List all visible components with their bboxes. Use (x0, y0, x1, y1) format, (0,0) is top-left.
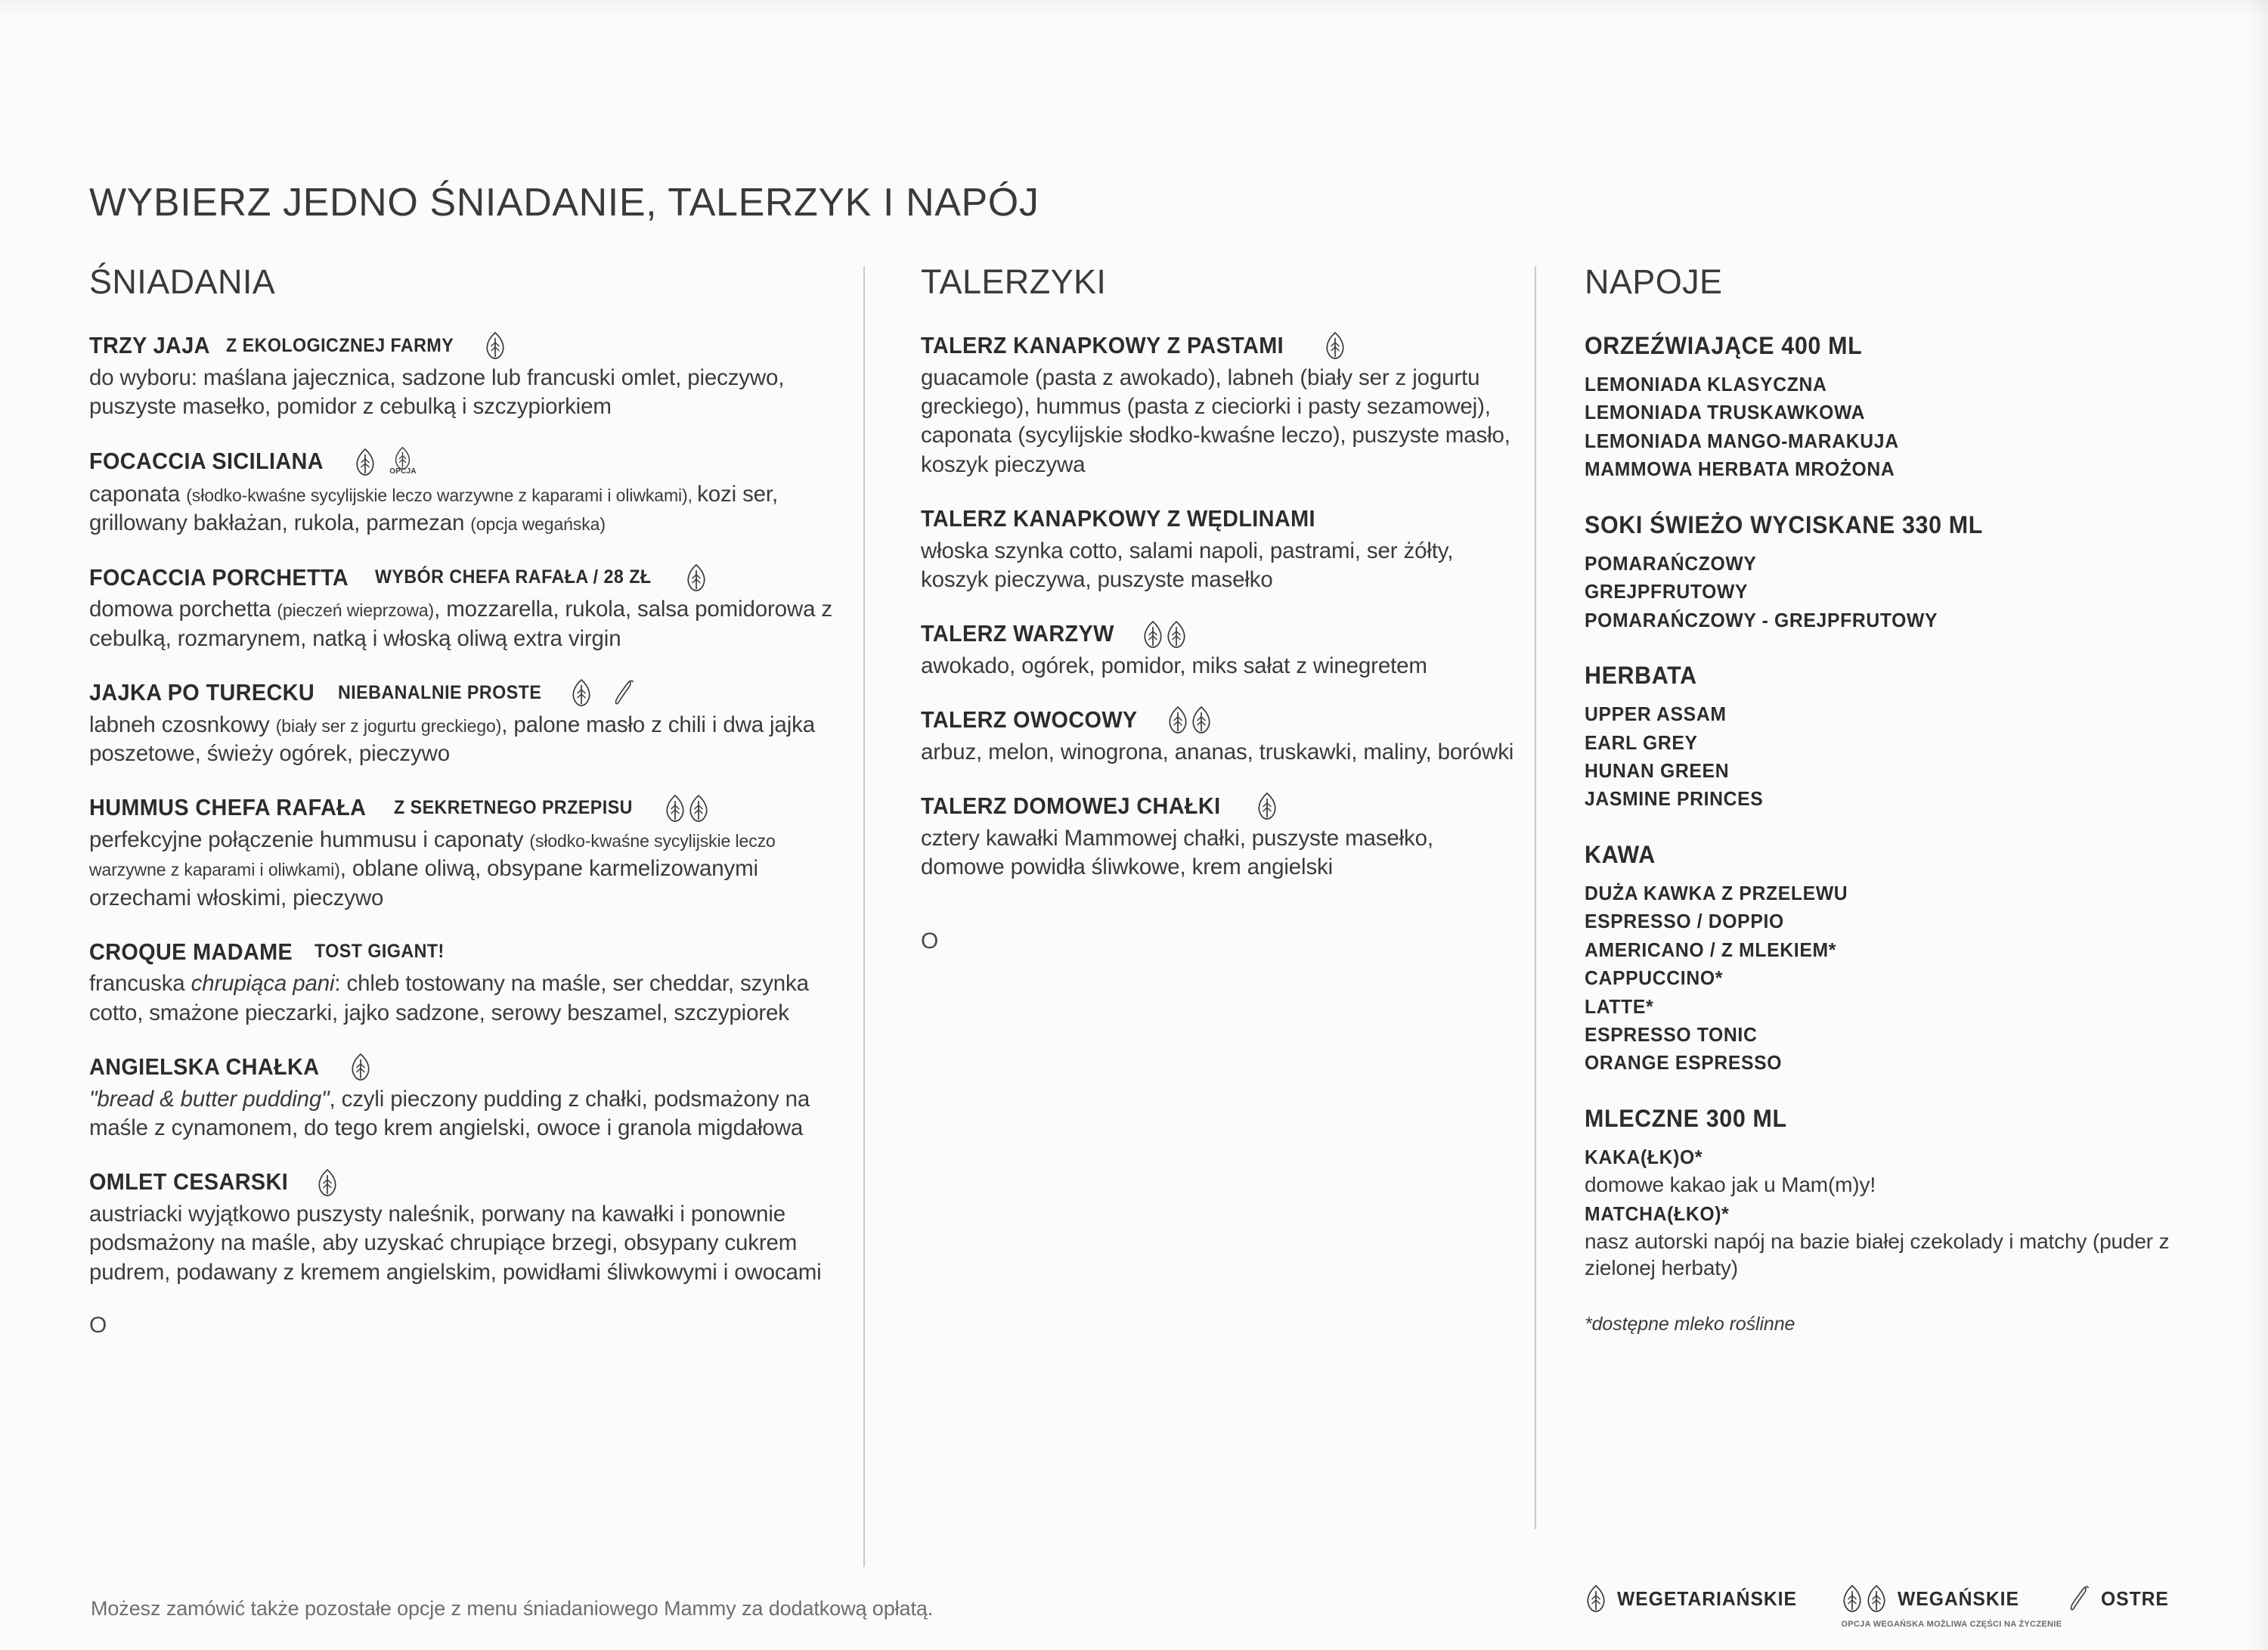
description-fragment: chrupiąca pani (191, 971, 335, 997)
legend-entry (1841, 1585, 2062, 1629)
spicy-chili-icon (606, 679, 636, 706)
item-description: arbuz, melon, winogrona, ananas, truskawki, maliny, borówki (921, 739, 1514, 765)
menu-item-header (89, 332, 868, 360)
menu-item[interactable] (89, 564, 868, 653)
drink-item[interactable]: AMERICANO / Z MLEKIEM* (1585, 938, 1836, 961)
legend-label: WEGAŃSKIE (1898, 1586, 2020, 1610)
vegetarian-leaf-icon (685, 564, 708, 591)
drink-group (1585, 662, 2189, 814)
vegan-double-leaf-icon (1841, 1585, 1888, 1612)
menu-item[interactable] (89, 447, 868, 538)
drink-group-title: ORZEŹWIAJĄCE 400 ML (1585, 332, 1863, 359)
drink-group-title: MLECZNE 300 ML (1585, 1104, 1787, 1132)
drink-item[interactable]: MAMMOWA HERBATA MROŻONA (1585, 457, 1895, 481)
description-fragment: kozi ser, grillowany bakłażan, rukola, parmezan (89, 482, 779, 536)
menu-item-name: JAJKA PO TURECKU (89, 679, 315, 706)
menu-item-name: TALERZ WARZYW (921, 620, 1114, 647)
menu-item-header (89, 1053, 868, 1081)
drink-item[interactable]: CAPPUCCINO* (1585, 966, 1723, 990)
drink-item[interactable]: EARL GREY (1585, 730, 1698, 754)
menu-item-header (89, 1168, 868, 1196)
menu-item[interactable] (921, 620, 1526, 681)
description-fragment: : chleb tostowany na maśle, ser cheddar, szynka cotto, smażone pieczarki, jajko sadzone, serowy beszamel, szczypiorek (89, 971, 809, 1025)
drink-group (1585, 841, 2189, 1078)
drink-item[interactable]: ESPRESSO TONIC (1585, 1023, 1758, 1046)
menu-item-name: TRZY JAJA (89, 332, 210, 358)
stray-glyph-breakfasts: O (89, 1313, 107, 1338)
menu-item[interactable] (89, 332, 868, 421)
description-fragment: (słodko-kwaśne sycylijskie leczo warzywne z kaparami i oliwkami), (186, 485, 698, 506)
drink-item[interactable]: UPPER ASSAM (1585, 702, 1727, 726)
drink-group-title: KAWA (1585, 840, 1656, 868)
menu-item-name: TALERZ KANAPKOWY Z PASTAMI (921, 332, 1284, 358)
item-description (89, 826, 853, 913)
vegetarian-leaf-icon (316, 1169, 339, 1196)
drink-item[interactable]: POMARAŃCZOWY (1585, 551, 1757, 575)
vegetarian-leaf-icon (484, 332, 507, 359)
menu-item[interactable] (89, 679, 868, 768)
drink-item[interactable]: KAKA(ŁK)O* (1585, 1145, 1703, 1168)
vegan-option-leaf-icon (389, 447, 416, 476)
drink-item[interactable]: MATCHA(ŁKO)* (1585, 1202, 1730, 1225)
drink-item[interactable]: ESPRESSO / DOPPIO (1585, 910, 1784, 933)
item-description (89, 595, 853, 653)
description-fragment: perfekcyjne połączenie hummusu i caponaty (89, 827, 530, 852)
drink-item[interactable]: LATTE* (1585, 994, 1654, 1018)
drink-group-milk (1585, 1105, 2189, 1282)
menu-item-name: TALERZ DOMOWEJ CHAŁKI (921, 792, 1221, 820)
menu-item[interactable] (921, 706, 1526, 767)
menu-item[interactable] (89, 1053, 868, 1143)
vegan-double-leaf-icon (664, 795, 710, 822)
footer-note: Możesz zamówić także pozostałe opcje z menu śniadaniowego Mammy za dodatkową opłatą. (91, 1597, 934, 1620)
drink-item-description: domowe kakao jak u Mam(m)y! (1585, 1173, 1876, 1197)
menu-item-subtitle: Z EKOLOGICZNEJ FARMY (225, 334, 454, 356)
description-fragment: , palone masło z chili i dwa jajka poszetowe, świeży ogórek, pieczywo (89, 712, 815, 766)
vegetarian-leaf-icon (1585, 1585, 1607, 1612)
menu-item-header (89, 447, 868, 476)
stray-glyph-plates: O (921, 929, 939, 954)
menu-item-header (89, 794, 868, 822)
item-description: austriacki wyjątkowo puszysty naleśnik, porwany na kawałki i ponownie podsmażony na maśle, aby uzyskać chrupiące brzegi, obsypany cukrem pudrem, podawany z kremem angielskim, powidłami śliwkowymi i owocami (89, 1202, 822, 1285)
opcja-badge (389, 447, 416, 476)
item-description: do wyboru: maślana jajecznica, sadzone lub francuski omlet, pieczywo, puszyste masełko, pomidor z cebulką i szczypiorkiem (89, 364, 785, 419)
menu-item-header (921, 332, 1526, 360)
vegan-double-leaf-icon (1142, 621, 1188, 648)
spicy-chili-icon (2061, 1585, 2091, 1612)
drinks-footnote: *dostępne mleko roślinne (1585, 1313, 1796, 1335)
drink-item[interactable]: JASMINE PRINCES (1585, 787, 1764, 811)
menu-item[interactable] (89, 938, 868, 1028)
description-fragment: caponata (89, 482, 187, 507)
drink-group (1585, 332, 2189, 484)
description-fragment: , mozzarella, rukola, salsa pomidorowa z cebulką, rozmarynem, natką i włoską oliwą extra virgin (89, 597, 832, 651)
item-description (89, 1085, 853, 1143)
menu-columns (0, 262, 2268, 1550)
drink-item[interactable]: ORANGE ESPRESSO (1585, 1051, 1783, 1075)
description-fragment: (słodko-kwaśne sycylijskie leczo warzywne z kaparami i oliwkami) (89, 830, 776, 880)
menu-item[interactable] (921, 332, 1526, 479)
legend-label: WEGETARIAŃSKIE (1617, 1586, 1797, 1610)
vegetarian-leaf-icon (349, 1053, 372, 1081)
drink-item[interactable]: GREJPFRUTOWY (1585, 580, 1749, 603)
drink-item[interactable]: HUNAN GREEN (1585, 758, 1730, 782)
section-heading-breakfasts: ŚNIADANIA (89, 262, 276, 301)
drink-item[interactable]: DUŻA KAWKA Z PRZELEWU (1585, 881, 1848, 904)
vegetarian-leaf-icon (1324, 332, 1346, 359)
vegetarian-leaf-icon (570, 679, 593, 706)
menu-item[interactable] (921, 505, 1526, 594)
section-heading-drinks: NAPOJE (1585, 262, 1723, 301)
legend-fine-print: OPCJA WEGAŃSKA MOŻLIWA CZĘŚCI NA ŻYCZENIE (1841, 1620, 2062, 1629)
menu-item-name: ANGIELSKA CHAŁKA (89, 1053, 320, 1081)
item-description: guacamole (pasta z awokado), labneh (biały ser z jogurtu greckiego), hummus (pasta z cieciorki i pasty sezamowej), caponata (sycylijskie słodko-kwaśne leczo), puszyste masło, koszyk pieczywa (921, 364, 1510, 477)
drink-item[interactable]: POMARAŃCZOWY - GREJPFRUTOWY (1585, 608, 1938, 631)
description-fragment: (biały ser z jogurtu greckiego) (275, 715, 502, 736)
menu-item-header (89, 564, 868, 592)
legend (1585, 1585, 2172, 1629)
legend-label: OSTRE (2100, 1586, 2169, 1610)
menu-item-header (921, 505, 1526, 533)
menu-item[interactable] (921, 792, 1526, 882)
menu-item-name: HUMMUS CHEFA RAFAŁA (89, 794, 367, 821)
vegetarian-leaf-icon (354, 448, 376, 476)
drink-group (1585, 511, 2189, 634)
item-description (89, 480, 853, 538)
menu-item-name: FOCACCIA PORCHETTA (89, 563, 349, 591)
menu-item-header (89, 938, 868, 966)
paper-edge-top (0, 0, 2268, 17)
menu-item[interactable] (89, 1168, 868, 1287)
description-fragment: francuska (89, 971, 191, 997)
item-description: awokado, ogórek, pomidor, miks sałat z winegretem (921, 653, 1427, 678)
menu-item-header (89, 679, 868, 707)
section-breakfasts (89, 262, 868, 1338)
description-fragment: domowa porchetta (89, 597, 277, 622)
drink-item[interactable]: LEMONIADA TRUSKAWKOWA (1585, 401, 1866, 424)
item-description: włoska szynka cotto, salami napoli, pastrami, ser żółty, koszyk pieczywa, puszyste masełko (921, 538, 1454, 592)
page-title: WYBIERZ JEDNO ŚNIADANIE, TALERZYK I NAPÓJ (89, 181, 1040, 225)
menu-item-subtitle: Z SEKRETNEGO PRZEPISU (393, 796, 633, 818)
section-heading-plates: TALERZYKI (921, 262, 1107, 301)
drink-item[interactable]: LEMONIADA KLASYCZNA (1585, 373, 1827, 395)
drink-group-title: SOKI ŚWIEŻO WYCISKANE 330 ML (1585, 510, 1984, 538)
legend-entry (1585, 1585, 1806, 1612)
breakfast-item-list (89, 332, 868, 1287)
drink-item[interactable]: LEMONIADA MANGO-MARAKUJA (1585, 429, 1899, 452)
opcja-label: OPCJA (389, 467, 417, 476)
drink-item-description: nasz autorski napój na bazie białej czekolady i matchy (puder z zielonej herbaty) (1585, 1230, 2170, 1280)
menu-item-subtitle: TOST GIGANT! (314, 941, 445, 963)
menu-item[interactable] (89, 794, 868, 913)
section-plates (921, 262, 1526, 954)
drink-group-title: HERBATA (1585, 662, 1697, 690)
description-fragment: , oblane oliwą, obsypane karmelizowanymi orzechami włoskimi, pieczywo (89, 856, 758, 910)
menu-item-name: TALERZ OWOCOWY (921, 706, 1138, 734)
description-fragment: "bread & butter pudding" (89, 1086, 330, 1112)
vegan-double-leaf-icon (1167, 706, 1213, 734)
menu-item-header (921, 706, 1526, 734)
plate-item-list (921, 332, 1526, 882)
menu-item-name: CROQUE MADAME (89, 938, 293, 965)
item-description: cztery kawałki Mammowej chałki, puszyste masełko, domowe powidła śliwkowe, krem angielski (921, 825, 1433, 879)
item-description (89, 969, 853, 1028)
menu-item-subtitle: WYBÓR CHEFA RAFAŁA / 28 ZŁ (374, 566, 652, 588)
menu-item-header (921, 620, 1526, 648)
vegetarian-leaf-icon (1256, 792, 1278, 820)
drink-group-list (1585, 332, 2189, 1335)
menu-item-name: OMLET CESARSKI (89, 1168, 289, 1196)
description-fragment: (pieczeń wieprzowa) (277, 600, 435, 621)
section-drinks (1585, 262, 2189, 1335)
menu-item-name: TALERZ KANAPKOWY Z WĘDLINAMI (921, 504, 1315, 532)
legend-entry (2061, 1585, 2173, 1612)
description-fragment: , czyli pieczony pudding z chałki, podsmażony na maśle z cynamonem, do tego krem angielski, owoce i granola migdałowa (89, 1086, 810, 1141)
menu-item-header (921, 792, 1526, 820)
description-fragment: labneh czosnkowy (89, 712, 276, 737)
description-fragment: (opcja wegańska) (470, 514, 606, 535)
menu-item-name: FOCACCIA SICILIANA (89, 448, 324, 475)
menu-item-subtitle: NIEBANALNIE PROSTE (338, 681, 542, 703)
item-description (89, 711, 853, 769)
